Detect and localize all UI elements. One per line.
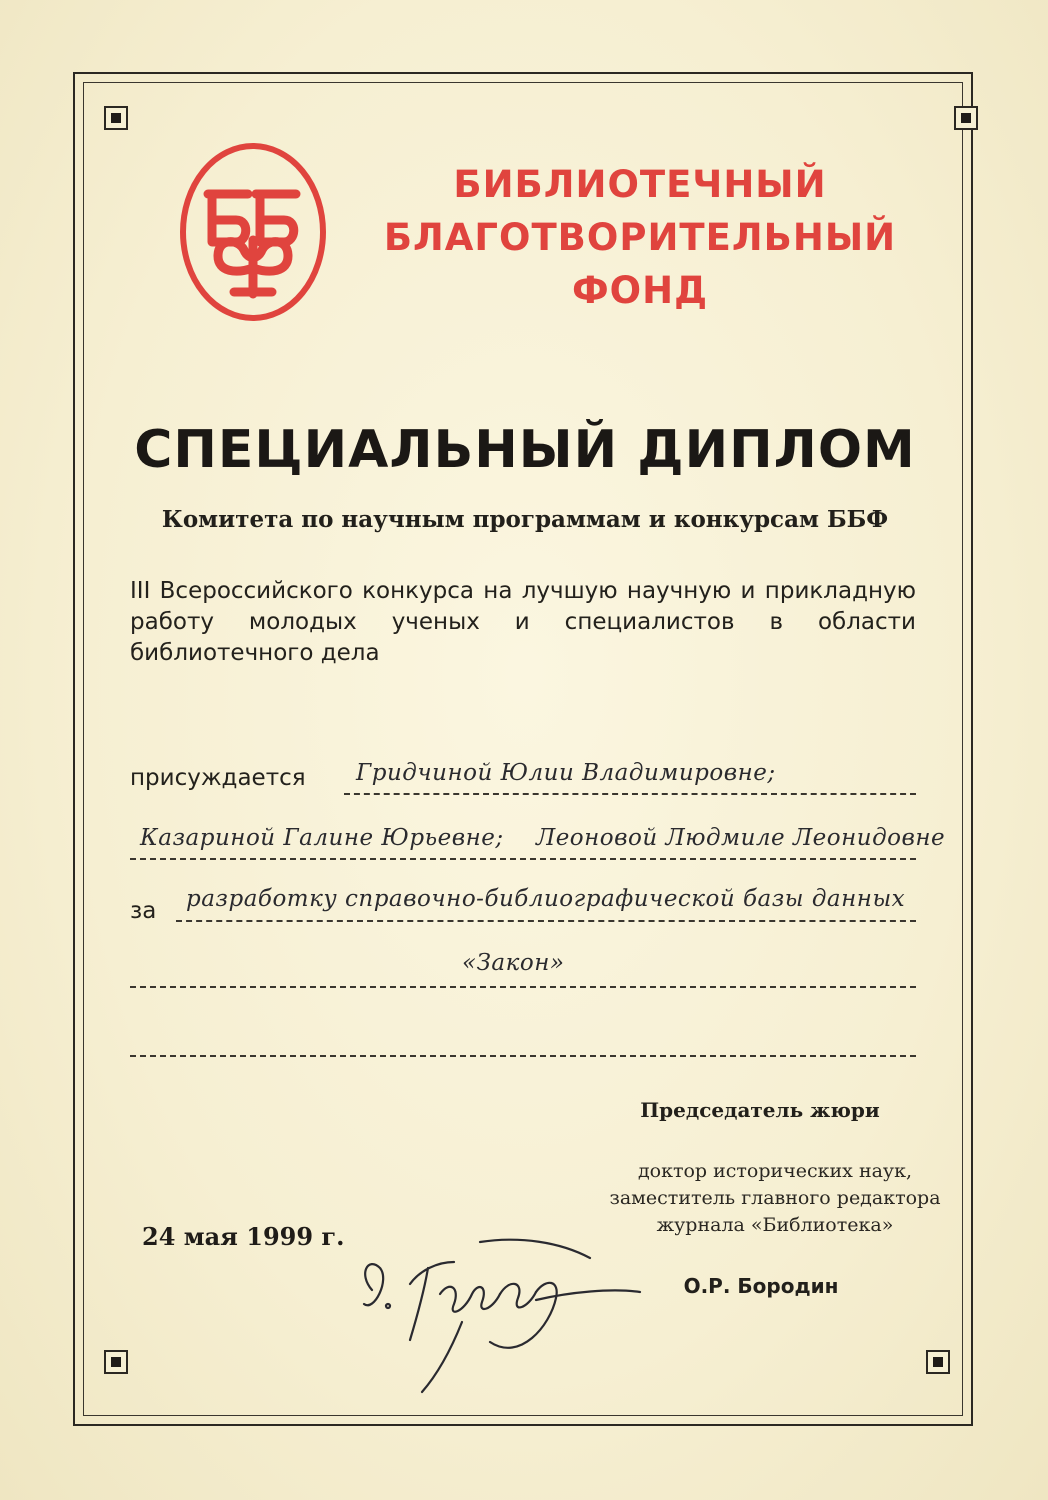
corner-ornament-bottom-right: [926, 1350, 950, 1374]
foundation-logo: [178, 142, 328, 322]
diploma-title: СПЕЦИАЛЬНЫЙ ДИПЛОМ: [134, 420, 916, 480]
organization-name-line-1: БИБЛИОТЕЧНЫЙ: [453, 163, 827, 206]
corner-ornament-top-left: [104, 106, 128, 130]
fill-line-3: [176, 920, 916, 922]
handwritten-signature: [350, 1222, 650, 1402]
organization-name-line-2: БЛАГОТВОРИТЕЛЬНЫЙ: [383, 216, 897, 259]
jury-chair-title: Председатель жюри: [640, 1098, 880, 1122]
fill-line-1: [344, 793, 916, 795]
recipient-2: Казариной Галине Юрьевне;: [140, 825, 504, 851]
diploma-subtitle: Комитета по научным программам и конкурсам ББФ: [161, 506, 889, 533]
awarded-label: присуждается: [130, 765, 306, 791]
jury-chair-name: О.Р. Бородин: [683, 1274, 839, 1298]
recipient-1: Гридчиной Юлии Владимировне;: [356, 760, 776, 786]
award-reason: разработку справочно-библиографической базы данных: [186, 886, 906, 912]
jury-detail-line-2: заместитель главного редактора: [609, 1187, 941, 1209]
fill-line-5: [130, 1055, 916, 1057]
award-work-title: «Закон»: [462, 950, 565, 976]
fill-line-4: [130, 986, 916, 988]
organization-name: [360, 158, 920, 317]
jury-detail-line-1: доктор исторических наук,: [637, 1160, 913, 1182]
corner-ornament-top-right: [954, 106, 978, 130]
award-date: 24 мая 1999 г.: [142, 1222, 345, 1251]
competition-description: III Всероссийского конкурса на лучшую научную и прикладную работу молодых ученых и специалистов в области библиотечного дела: [130, 578, 916, 666]
jury-detail-line-3: журнала «Библиотека»: [656, 1214, 894, 1236]
recipient-3: Леоновой Людмиле Леонидовне: [536, 825, 946, 851]
corner-ornament-bottom-left: [104, 1350, 128, 1374]
fill-line-2: [130, 858, 916, 860]
organization-name-line-3: ФОНД: [571, 269, 709, 312]
for-label: за: [130, 898, 157, 924]
